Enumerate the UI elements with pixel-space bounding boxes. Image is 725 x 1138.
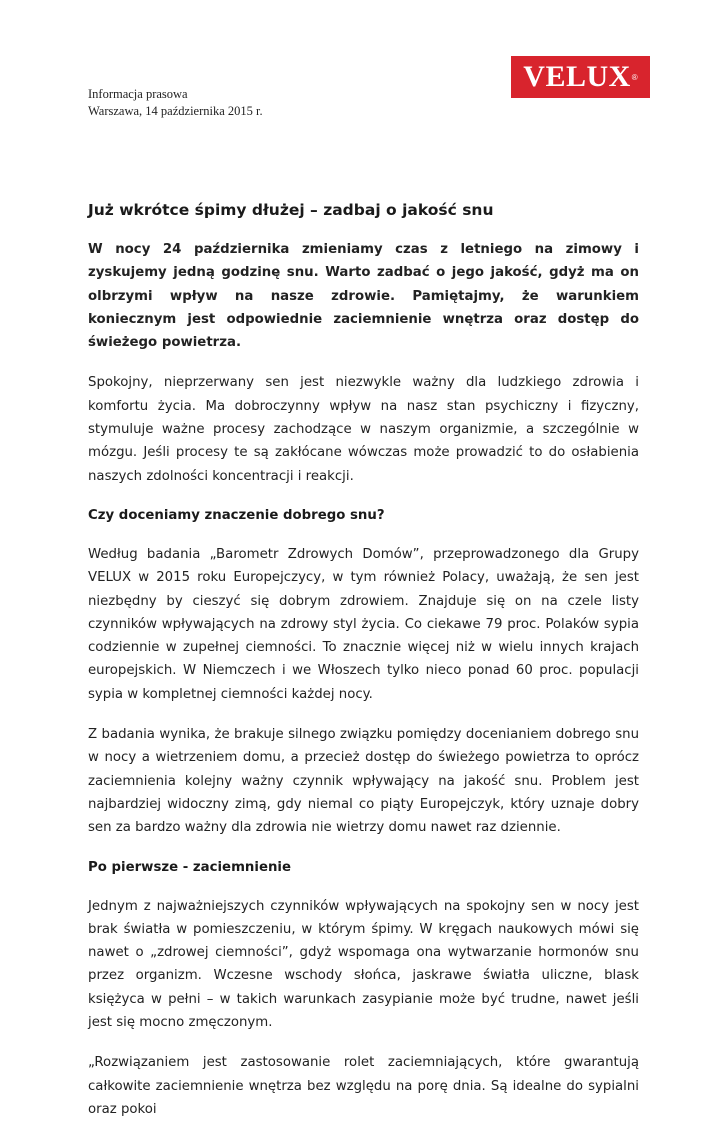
article-title: Już wkrótce śpimy dłużej – zadbaj o jakość snu [88,201,494,219]
registered-mark: ® [631,72,638,82]
paragraph-1: Spokojny, nieprzerwany sen jest niezwykle ważny dla ludzkiego zdrowia i komfortu życia. Ma dobroczynny wpływ na nasz stan psychiczny i fizyczny, stymuluje ważne procesy zachodzące w naszym organizmie, a szczególnie w mózgu. Jeśli procesy te są zakłócane wówczas może prowadzić to do osłabienia naszych zdolności koncentracji i reakcji. [88,375,639,484]
document-type: Informacja prasowa [88,87,188,101]
place-and-date: Warszawa, 14 października 2015 r. [88,104,263,118]
paragraph-3: Z badania wynika, że brakuje silnego związku pomiędzy docenianiem dobrego snu w nocy a wietrzeniem domu, a przecież dostęp do świeżego powietrza to oprócz zaciemnienia kolejny ważny czynnik wpływający na jakość snu. Problem jest najbardziej widoczny zimą, gdy niemal co piąty Europejczyk, który uznaje dobry sen za bardzo ważny dla zdrowia nie wietrzy domu nawet raz dziennie. [88,727,639,836]
document-header [88,86,263,120]
section-heading-2: Po pierwsze - zaciemnienie [88,859,292,875]
article-body [88,199,639,1138]
paragraph-5: „Rozwiązaniem jest zastosowanie rolet zaciemniających, które gwarantują całkowite zaciemnienie wnętrza bez względu na porę dnia. Są idealne do sypialni oraz pokoi [88,1055,639,1117]
section-heading-1: Czy doceniamy znaczenie dobrego snu? [88,507,385,523]
lead-paragraph: W nocy 24 października zmieniamy czas z letniego na zimowy i zyskujemy jedną godzinę snu. Warto zadbać o jego jakość, gdyż ma on olbrzymi wpływ na nasze zdrowie. Pamiętajmy, że warunkiem koniecznym jest odpowiednie zaciemnienie wnętrza oraz dostęp do świeżego powietrza. [88,242,639,351]
logo-wordmark: VELUX [523,60,631,93]
paragraph-2: Według badania „Barometr Zdrowych Domów”, przeprowadzonego dla Grupy VELUX w 2015 roku Europejczycy, w tym również Polacy, uważają, że sen jest niezbędny by cieszyć się dobrym zdrowiem. Znajduje się on na czele listy czynników wpływających na zdrowy styl życia. Co ciekawe 79 proc. Polaków sypia codziennie w zupełnej ciemności. To znacznie więcej niż w wielu innych krajach europejskich. W Niemczech i we Włoszech tylko nieco ponad 60 proc. populacji sypia w kompletnej ciemności każdej nocy. [88,546,639,702]
paragraph-4: Jednym z najważniejszych czynników wpływających na spokojny sen w nocy jest brak światła w pomieszczeniu, w którym śpimy. W kręgach naukowych mówi się nawet o „zdrowej ciemności”, gdyż wspomaga ona wytwarzanie hormonów snu przez organizm. Wczesne wschody słońca, jaskrawe światła uliczne, blask księżyca w pełni – w takich warunkach zasypianie może być trudne, nawet jeśli jest się mocno zmęczonym. [88,898,639,1031]
velux-logo [511,56,650,98]
